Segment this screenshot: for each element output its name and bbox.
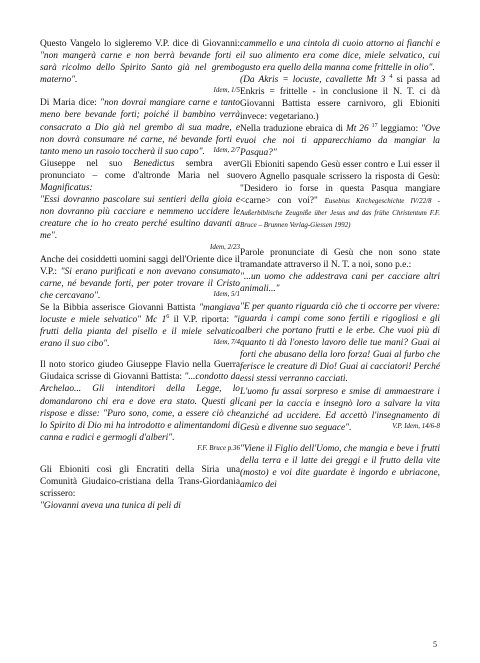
quote: L'uomo fu assai sorpreso e smise di ammaestrare i cani per la caccia e insegnò loro a salvare la vita anziché ad uccidere. Ed accettò l'insegnamento di Gesù e divenne suo seguace". [240,386,440,433]
quote: "non mangerà carne e non berrà bevande forti e sarà ricolmo dello Spirito Santo già nel grembo materno". [40,51,240,86]
source-citation: Idem, 2/7 [213,145,240,154]
paragraph-saggi-oriente: Anche dei cosiddetti uomini saggi dell'Oriente dice il V.P.: "Si erano purificati e non avevano consumato carne, né bevande forti, per poter trovare il Cristo che cercavano". Idem, 5/1 [40,254,241,301]
paragraph-ebioniti-pasqua: Gli Ebioniti sapendo Gesù esser contro e Lui esser il vero Agnello pasquale scrissero la risposta di Gesù: "Desidero io forse in questa Pasqua mangiare <carne> con voi?" Eusebius Kirchegeschichte IV/22/8 - Außerbiblische Zeugniße über Jesus und das frühe Christentum F.F. Bruce – Brunnen Verlag-Giessen 1992) [240,159,440,230]
quote: "Giovanni aveva una tunica di peli di [40,501,181,512]
source-citation: Idem, 1/5 [213,86,240,95]
source-citation: Idem, 5/1 [213,289,240,298]
source-citation: F.F. Bruce p.36 [197,443,240,452]
quote: "Si erano purificati e non avevano consumato carne, né bevande forti, per poter trovare il Cristo che cercavano". [40,266,241,301]
quote: cammello e una cintola di cuoio attorno ai fianchi e il suo alimento era come dice, miele selvatico, cui gusto era quello della manna come frittelle in olio". [240,39,440,74]
quote: "non dovrai mangiare carne e tanto meno bere bevande forti; poiché il bambino verrà consacrato a Dio già nel grembo di sua madre, e non dovrà consumare né carne, né bevande forti e tanto meno un rasoio toccherà il suo capo". [40,98,240,157]
paragraph-giuseppe: Giuseppe nel suo Benedictus sembra aver pronunciato – come d'altronde Maria nel suo Magnificatus: "Essi dovranno pascolare sui sentieri della gioia e non dovranno più cacciare e nemmeno uccidere le creature che io ho creato perché esultino davanti a me". [40,158,240,242]
quote: "Ove vuoi che noi ti apparecchiamo da mangiar la Pasqua?" [240,123,441,158]
paragraph-parole-gesu: Parole pronunciate di Gesù che non sono state tramandate attraverso il N. T. a noi, sono p.e.: "...un uomo che addestrava cani per cacciare altri animali..." [240,247,440,294]
paragraph-ebioniti: Gli Ebioniti così gli Encratiti della Siria una Comunità Giudaico-cristiana della Trans-Giordania scrissero: "Giovanni aveva una tunica di peli di [40,464,240,512]
right-column [240,38,440,497]
paragraph-akris: cammello e una cintola di cuoio attorno ai fianchi e il suo alimento era come dice, miele selvatico, cui gusto era quello della manna come frittelle in olio". (Da Akris = locuste, cavallette Mt 3 $^4$ si passa ad Enkris = frittelle - in conclusione il N. T. ci dà Giovanni Battista essere carnivoro, gli Ebioniti invece: vegetariano.) [240,39,440,122]
paragraph-vp-giovanni: Questo Vangelo lo sigleremo V.P. dice di Giovanni: "non mangerà carne e non berrà bevande forti e sarà ricolmo dello Spirito Santo già nel grembo materno". [40,39,240,86]
left-column [40,38,240,518]
source-citation: Idem, 7/4 [213,338,240,347]
quote: "...un uomo che addestrava cani per cacciare altri animali..." [240,271,440,294]
paragraph-campi-fertili [240,301,440,434]
paragraph-flavio: Il noto storico giudeo Giuseppe Flavio nella Guerra Giudaica scrisse di Giovanni Battista: "...condotto da Archelao... Gli intenditori della Legge, lo domandarono chi era e dove era stato. Questi gli rispose e disse: "Puro sono, come, a essere ciò che lo Spirito di Dio mi ha introdotto e alimentandomi di canna e radici e germogli d'alberi". [40,360,241,443]
paragraph-mt-26: Nella traduzione ebraica di Mt 26 $^{17}$ leggiamo: "Ove vuoi che noi ti apparecchiamo da mangiar la Pasqua?" [240,122,441,158]
quote: "Viene il Figlio dell'Uomo, che mangia e beve i frutti della terra e il latte dei greggi e il frutto della vite (mosto) e voi dite guardate è ingordo e ubriacone, amico dei [240,443,440,491]
paragraph-figlio-uomo [240,443,440,491]
reference-note: Eusebius Kirchegeschichte IV/22/8 - Außerbiblische Zeugniße über Jesus und das frühe Christentum F.F. Bruce – Brunnen Verlag-Giessen 1992) [240,197,440,230]
quote: "E per quanto riguarda ciò che ti occorre per vivere: guarda i campi come sono fertili e rigogliosi e gli alberi che portano frutti e le erbe. Che vuoi più di quanto ti dà l'onesto lavoro delle tue mani? Guai ai forti che abusano della loro forza! Guai al furbo che ferisce le creature di Dio! Guai ai cacciatori! Perché essi stessi verranno cacciati. [240,301,440,385]
quote: "...condotto da Archelao... Gli intenditori della Legge, lo domandarono chi era e dove era stato. Questi gli rispose e disse: "Puro sono, come, a essere ciò che lo Spirito di Dio mi ha introdotto e alimentandomi di canna e radici e germogli d'alberi". [40,372,241,443]
paragraph-battista: Se la Bibbia asserisce Giovanni Battista "mangiava locuste e miele selvatico" Mc $1^6$ il V.P. riporta: "i frutti della pianta del pisello e il miele selvatico erano il suo cibo". Idem, 7/4 [40,302,240,350]
page-number: 5 [433,640,437,649]
quote: "Essi dovranno pascolare sui sentieri della gioia e non dovranno più cacciare e nemmeno uccidere le creature che io ho creato perché esultino davanti a me". [40,195,240,242]
source-citation: V.P. Idem, 14/6-8 [392,421,440,430]
paragraph-maria: Di Maria dice: "non dovrai mangiare carne e tanto meno bere bevande forti; poiché il bambino verrà consacrato a Dio già nel grembo di sua madre, e non dovrà consumare né carne, né bevande forti e tanto meno un rasoio toccherà il suo capo". Idem, 2/7 [40,98,240,157]
source-citation: Idem, 2/23 [210,242,240,251]
quote: "i frutti della pianta del pisello e il miele selvatico erano il suo cibo". [40,314,240,350]
